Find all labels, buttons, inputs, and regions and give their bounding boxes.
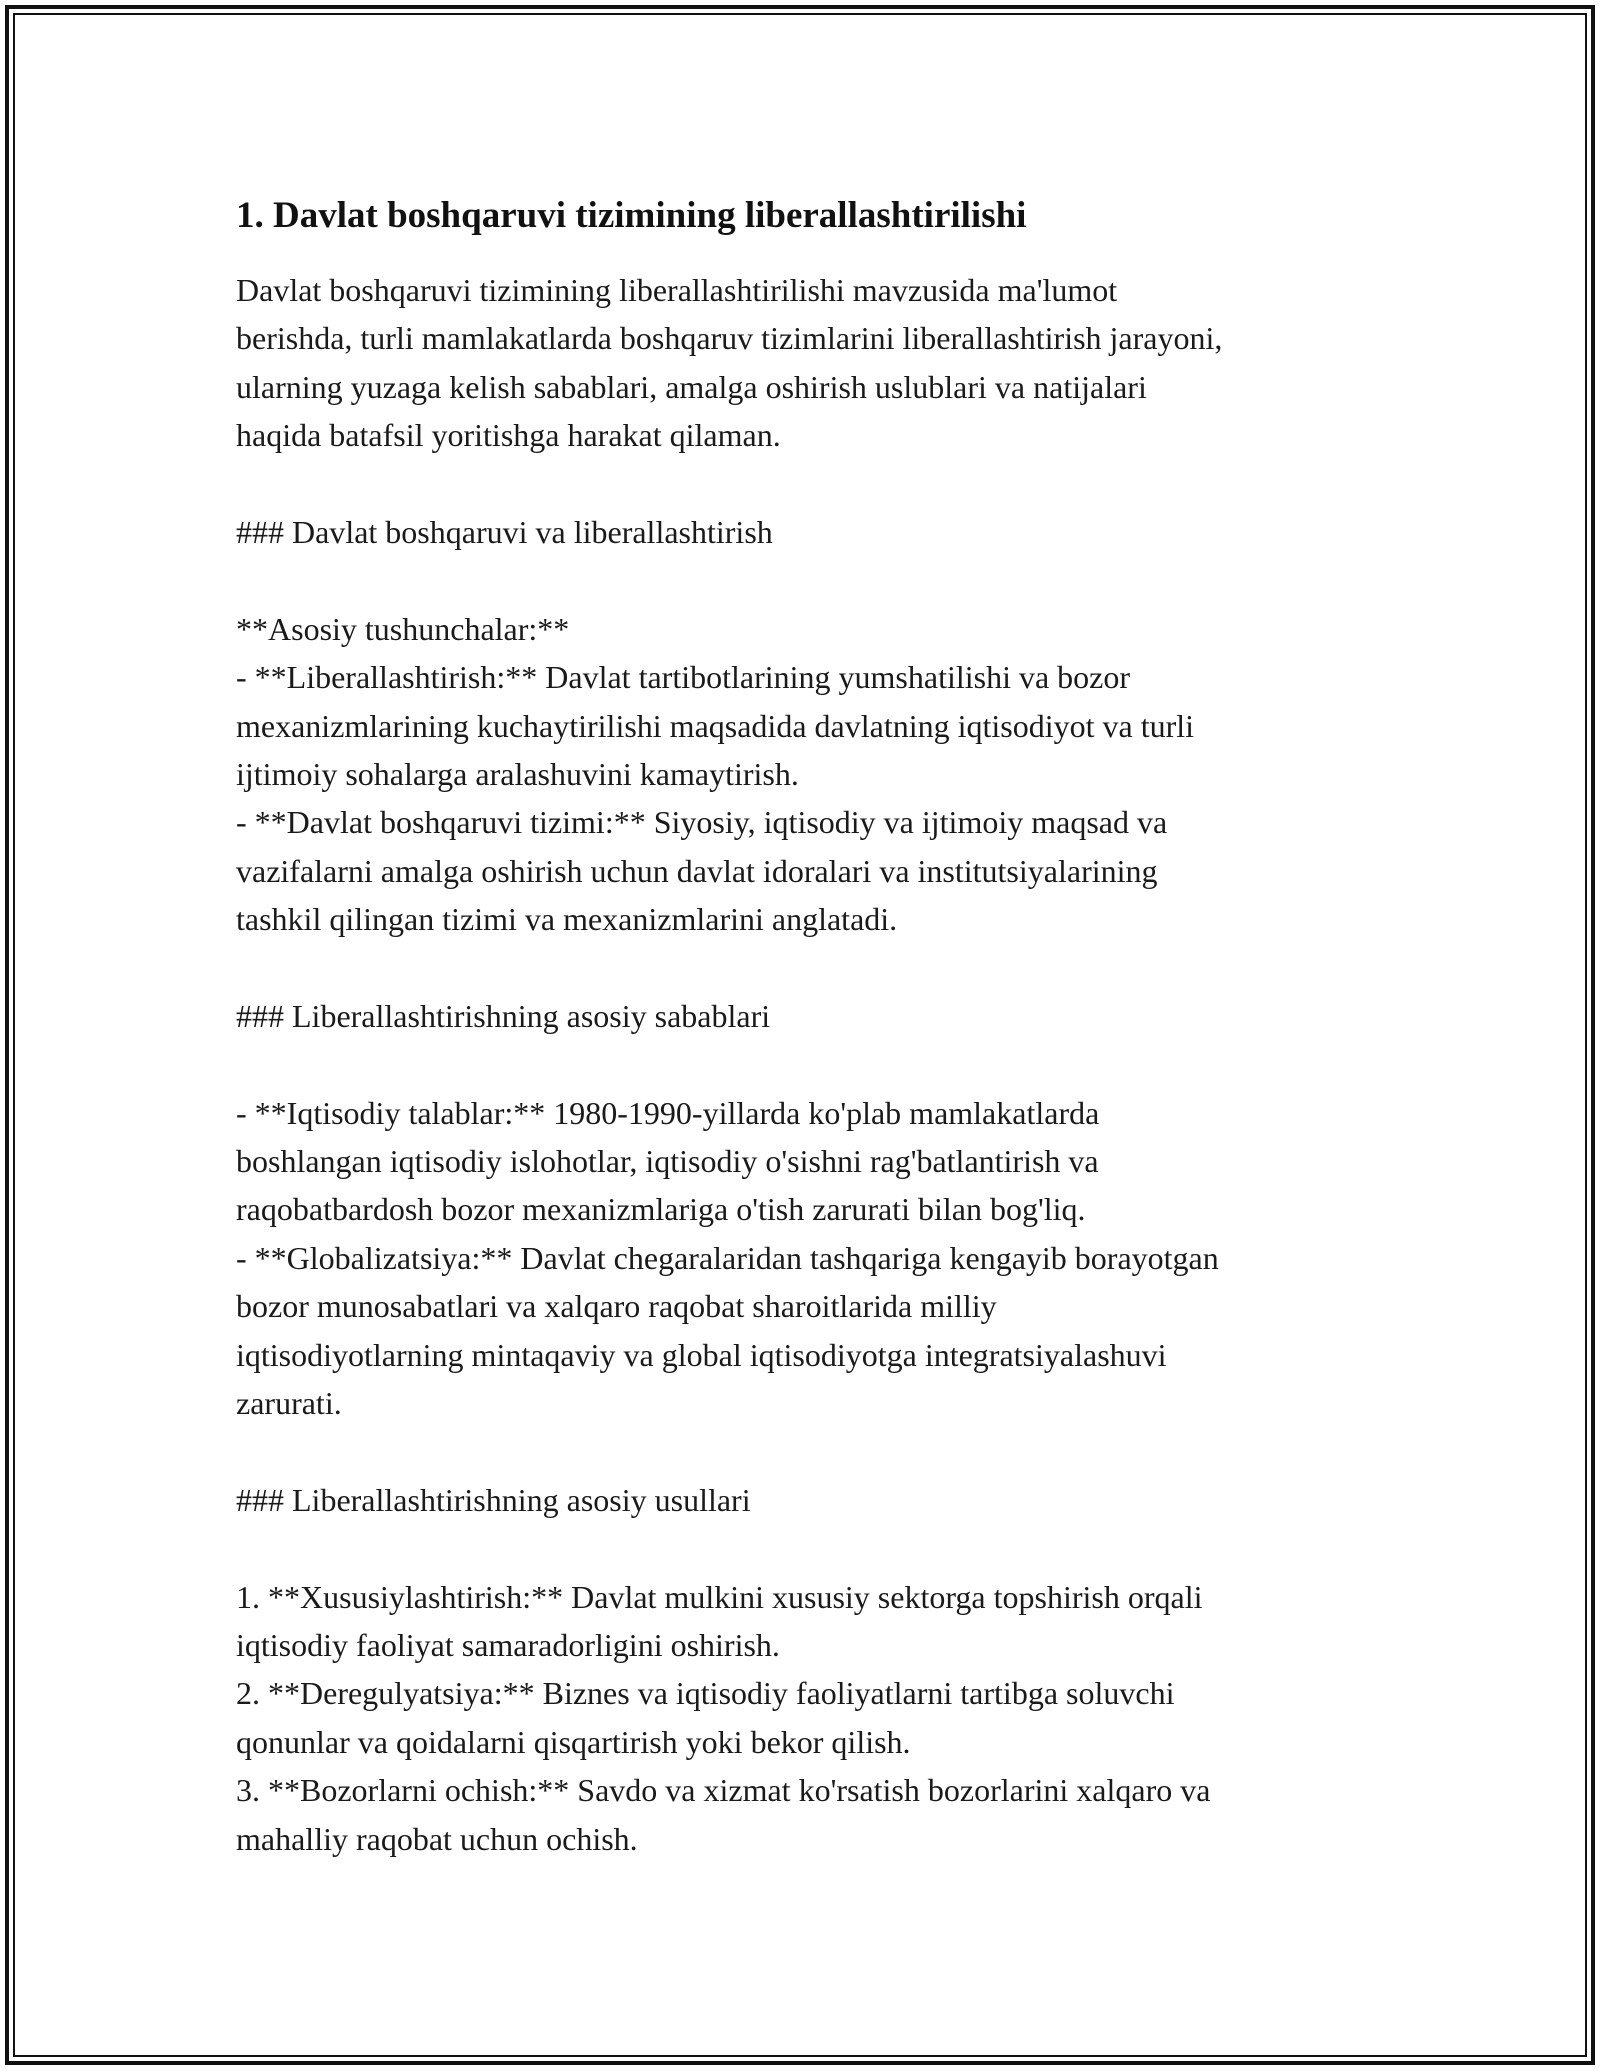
- text-line: ijtimoiy sohalarga aralashuvini kamaytirish.: [236, 755, 799, 792]
- text-line: tashkil qilingan tizimi va mexanizmlarini anglatadi.: [236, 901, 898, 938]
- text-line: boshlangan iqtisodiy islohotlar, iqtisodiy o'sishni rag'batlantirish va: [236, 1143, 1099, 1180]
- text-line: - **Liberallashtirish:** Davlat tartibotlarining yumshatilishi va bozor: [236, 659, 1131, 696]
- text-line: Davlat boshqaruvi tizimining liberallashtirilishi mavzusida ma'lumot: [236, 272, 1118, 308]
- text-line: raqobatbardosh bozor mexanizmlariga o'tish zarurati bilan bog'liq.: [236, 1191, 1086, 1228]
- text-line: 3. **Bozorlarni ochish:** Savdo va xizmat ko'rsatish bozorlarini xalqaro va: [236, 1772, 1211, 1809]
- text-line: 2. **Deregulyatsiya:** Biznes va iqtisodiy faoliyatlarni tartibga soluvchi: [236, 1675, 1175, 1712]
- text-line: mexanizmlarining kuchaytirilishi maqsadida davlatning iqtisodiyot va turli: [236, 707, 1195, 744]
- blank-line: [236, 556, 1396, 604]
- text-line: - **Globalizatsiya:** Davlat chegaralaridan tashqariga kengayib borayotgan: [236, 1239, 1219, 1276]
- text-line: iqtisodiy faoliyat samaradorligini oshirish.: [236, 1626, 780, 1663]
- text-line: mahalliy raqobat uchun ochish.: [236, 1820, 638, 1857]
- text-line: vazifalarni amalga oshirish uchun davlat idoralari va institutsiyalarining: [236, 852, 1158, 889]
- text-line: qonunlar va qoidalarni qisqartirish yoki bekor qilish.: [236, 1723, 911, 1760]
- section-heading: ### Davlat boshqaruvi va liberallashtirish: [236, 513, 773, 550]
- document-text: [236, 266, 1396, 1863]
- blank-line: [236, 943, 1396, 991]
- text-line: - **Iqtisodiy talablar:** 1980-1990-yillarda ko'plab mamlakatlarda: [236, 1094, 1100, 1131]
- blank-line: [236, 460, 1396, 508]
- blank-line: [236, 1040, 1396, 1088]
- document-title: 1. Davlat boshqaruvi tizimining liberallashtirilishi: [236, 195, 1027, 236]
- text-line: haqida batafsil yoritishga harakat qilaman.: [236, 417, 781, 454]
- document-body: [236, 190, 1396, 1863]
- text-line: **Asosiy tushunchalar:**: [236, 610, 570, 647]
- text-line: iqtisodiyotlarning mintaqaviy va global iqtisodiyotga integratsiyalashuvi: [236, 1336, 1167, 1373]
- text-line: zarurati.: [236, 1384, 342, 1421]
- text-line: bozor munosabatlari va xalqaro raqobat sharoitlarida milliy: [236, 1288, 997, 1325]
- section-heading: ### Liberallashtirishning asosiy usullari: [236, 1481, 751, 1518]
- text-line: - **Davlat boshqaruvi tizimi:** Siyosiy, iqtisodiy va ijtimoiy maqsad va: [236, 804, 1168, 841]
- section-heading: ### Liberallashtirishning asosiy sabablari: [236, 997, 771, 1034]
- text-line: berishda, turli mamlakatlarda boshqaruv tizimlarini liberallashtirish jarayoni,: [236, 320, 1223, 357]
- blank-line: [236, 1427, 1396, 1475]
- blank-line: [236, 1524, 1396, 1572]
- text-line: ularning yuzaga kelish sabablari, amalga oshirish uslublari va natijalari: [236, 368, 1147, 405]
- text-line: 1. **Xususiylashtirish:** Davlat mulkini xususiy sektorga topshirish orqali: [236, 1578, 1203, 1615]
